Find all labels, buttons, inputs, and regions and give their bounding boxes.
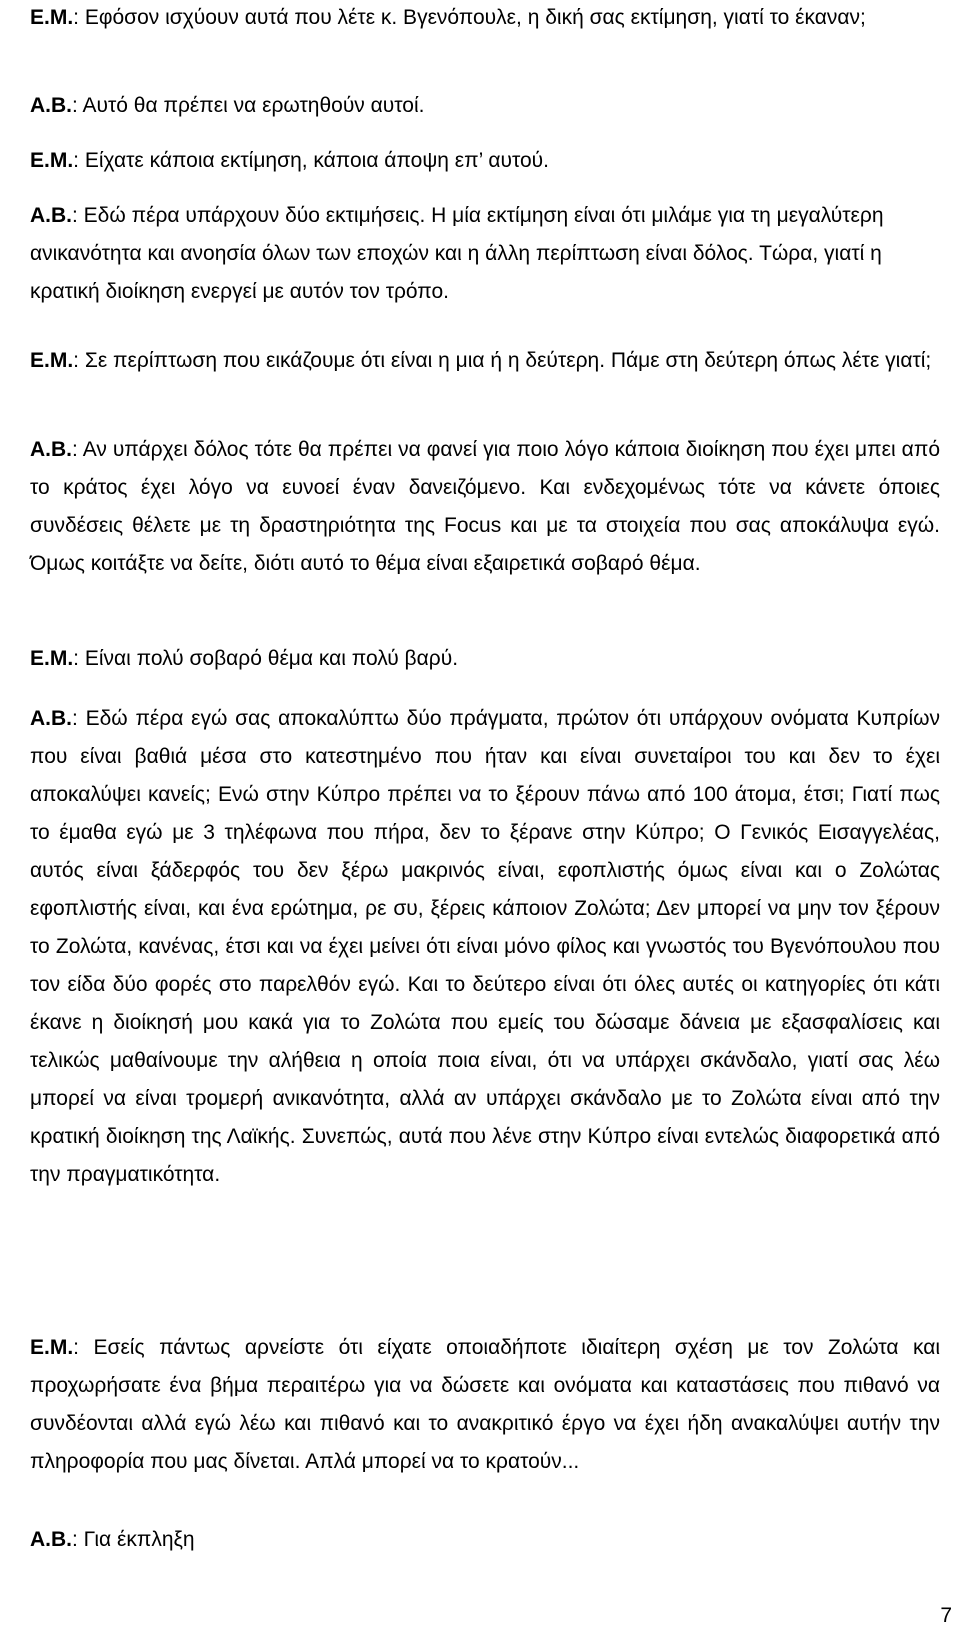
speaker-label: Ε.Μ. [30, 149, 74, 172]
paragraph-text: : Αν υπάρχει δόλος τότε θα πρέπει να φανεί για ποιο λόγο κάποια διοίκηση που έχει μπει από το κράτος έχει λόγο να ευνοεί έναν δανειζόμενο. Και ενδεχομένως τότε να κάνετε όποιες συνδέσεις θέλετε με τη δραστηριότητα της Focus και με τα στοιχεία που σας αποκάλυψα εγώ. Όμως κοιτάξτε να δείτε, διότι αυτό το θέμα είναι εξαιρετικά σοβαρό θέμα. [30, 438, 940, 575]
page-number: 7 [940, 1604, 952, 1627]
paragraph-1 [30, 0, 930, 37]
paragraph-3 [30, 142, 930, 180]
paragraph-9 [30, 1329, 940, 1481]
speaker-label: Α.Β. [30, 438, 72, 461]
speaker-label: Ε.Μ. [30, 1336, 74, 1359]
speaker-label: Α.Β. [30, 94, 72, 117]
paragraph-text: : Αυτό θα πρέπει να ερωτηθούν αυτοί. [72, 94, 425, 117]
speaker-label: Α.Β. [30, 1528, 72, 1551]
paragraph-4 [30, 197, 940, 311]
paragraph-text: : Είναι πολύ σοβαρό θέμα και πολύ βαρύ. [73, 647, 459, 670]
paragraph-text: : Εφόσον ισχύουν αυτά που λέτε κ. Βγενόπουλε, η δική σας εκτίμηση, γιατί το έκαναν; [73, 6, 866, 29]
paragraph-text: : Εδώ πέρα υπάρχουν δύο εκτιμήσεις. Η μία εκτίμηση είναι ότι μιλάμε για τη μεγαλύτερη ανικανότητα και ανοησία όλων των εποχών και η άλλη περίπτωση είναι δόλος. Τώρα, γιατί η κρατική διοίκηση ενεργεί με αυτόν τον τρόπο. [30, 204, 884, 303]
paragraph-8 [30, 700, 940, 1194]
paragraph-text: : Εσείς πάντως αρνείστε ότι είχατε οποιαδήποτε ιδιαίτερη σχέση με τον Ζολώτα και προχωρήσατε ένα βήμα περαιτέρω για να δώσετε και ονόματα και καταστάσεις που πιθανό να συνδέονται αλλά εγώ λέω και πιθανό και το ανακριτικό έργο να έχει ήδη ανακαλύψει αυτήν την πληροφορία που μας δίνεται. Απλά μπορεί να το κρατούν... [30, 1336, 940, 1473]
speaker-label: Ε.Μ. [30, 349, 74, 372]
paragraph-10 [30, 1521, 940, 1559]
paragraph-text: : Για έκπληξη [72, 1528, 195, 1551]
paragraph-7 [30, 640, 940, 678]
speaker-label: Α.Β. [30, 707, 72, 730]
speaker-label: Ε.Μ. [30, 647, 74, 670]
paragraph-2 [30, 87, 930, 125]
paragraph-text: : Σε περίπτωση που εικάζουμε ότι είναι η μια ή η δεύτερη. Πάμε στη δεύτερη όπως λέτε γιατί; [73, 349, 932, 372]
paragraph-5 [30, 342, 940, 380]
paragraph-text: : Εδώ πέρα εγώ σας αποκαλύπτω δύο πράγματα, πρώτον ότι υπάρχουν ονόματα Κυπρίων που είναι βαθιά μέσα στο κατεστημένο που ήταν και είναι συνεταίροι του και δεν το έχει αποκαλύψει κανείς; Ενώ στην Κύπρο πρέπει να το ξέρουν πάνω από 100 άτομα, έτσι; Γιατί πως το έμαθα εγώ με 3 τηλέφωνα που πήρα, δεν το ξέρανε στην Κύπρο; Ο Γενικός Εισαγγελέας, αυτός είναι ξάδερφός του δεν ξέρω μακρινός είναι, εφοπλιστής όμως είναι και ο Ζολώτας εφοπλιστής είναι, και ένα ερώτημα, ρε συ, ξέρεις κάποιον Ζολώτα; Δεν μπορεί να μην τον ξέρουν το Ζολώτα, κανένας, έτσι και να έχει μείνει ότι είναι μόνο φίλος και γνωστός του Βγενόπουλου που τον είδα δύο φορές στο παρελθόν εγώ. Και το δεύτερο είναι ότι όλες αυτές οι κατηγορίες ότι κάτι έκανε η διοίκησή μου κακά για το Ζολώτα που εμείς του δώσαμε δάνεια με εξασφαλίσεις και τελικώς μαθαίνουμε την αλήθεια η οποία ποια είναι, ότι να υπάρχει σκάνδαλο, γιατί σας λέω μπορεί να είναι τρομερή ανικανότητα, αλλά αν υπάρχει σκάνδαλο με το Ζολώτα είναι από την κρατική διοίκηση της Λαϊκής. Συνεπώς, αυτά που λένε στην Κύπρο είναι εντελώς διαφορετικά από την πραγματικότητα. [30, 707, 940, 1186]
paragraph-text: : Είχατε κάποια εκτίμηση, κάποια άποψη επ’ αυτού. [73, 149, 549, 172]
speaker-label: Ε.Μ. [30, 6, 74, 29]
paragraph-6 [30, 431, 940, 583]
speaker-label: Α.Β. [30, 204, 72, 227]
